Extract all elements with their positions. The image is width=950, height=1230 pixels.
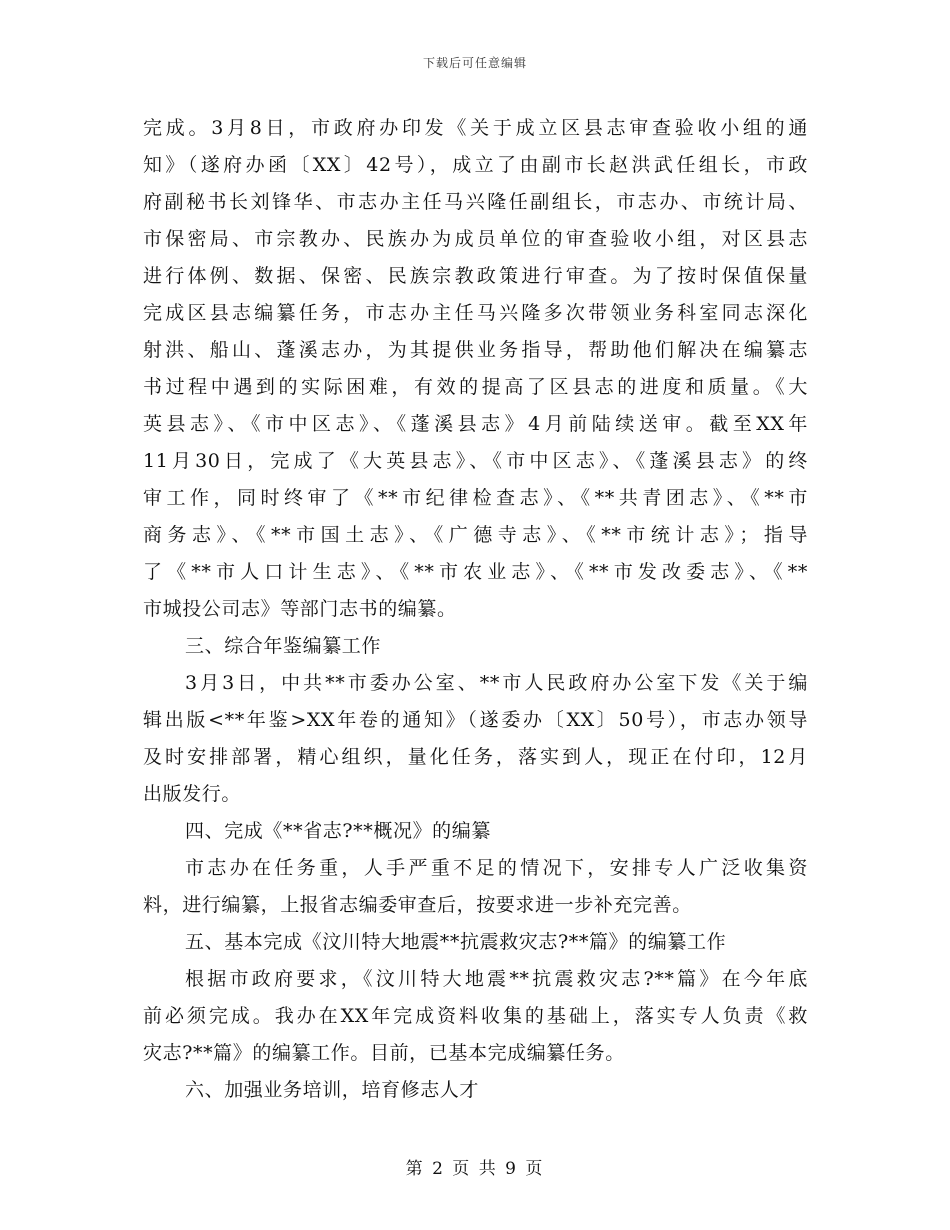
text-line: 府副秘书长刘锋华、市志办主任马兴隆任副组长，市志办、市统计局、 bbox=[143, 191, 808, 213]
text-line: 五、基本完成《汶川特大地震**抗震救灾志?**篇》的编纂工作 bbox=[185, 931, 727, 953]
text-line: 了《**市人口计生志》、《**市农业志》、《**市发改委志》、《** bbox=[143, 561, 808, 583]
text-line: 四、完成《**省志?**概况》的编纂 bbox=[185, 820, 491, 842]
text-line: 及时安排部署，精心组织，量化任务，落实到人，现正在付印，12月 bbox=[143, 746, 808, 768]
text-line: 射洪、船山、蓬溪志办，为其提供业务指导，帮助他们解决在编纂志 bbox=[143, 339, 808, 361]
text-line: 市城投公司志》等部门志书的编纂。 bbox=[143, 598, 457, 620]
text-line: 辑出版<**年鉴>XX年卷的通知》（遂委办〔XX〕50号），市志办领导 bbox=[143, 709, 808, 731]
text-line: 11月30日，完成了《大英县志》、《市中区志》、《蓬溪县志》的终 bbox=[143, 450, 808, 472]
document-body bbox=[143, 110, 808, 1109]
text-line: 料，进行编纂，上报省志编委审查后，按要求进一步补充完善。 bbox=[143, 894, 692, 916]
text-line: 三、综合年鉴编纂工作 bbox=[185, 635, 382, 657]
text-line: 灾志?**篇》的编纂工作。目前，已基本完成编纂任务。 bbox=[143, 1042, 625, 1064]
text-line: 完成。3月8日，市政府办印发《关于成立区县志审查验收小组的通 bbox=[143, 117, 808, 139]
text-line: 书过程中遇到的实际困难，有效的提高了区县志的进度和质量。《大 bbox=[143, 376, 808, 398]
text-line: 英县志》、《市中区志》、《蓬溪县志》4月前陆续送审。截至XX年 bbox=[143, 413, 808, 435]
page-header: 下载后可任意编辑 bbox=[422, 56, 527, 70]
text-line: 出版发行。 bbox=[143, 783, 242, 805]
text-line: 市保密局、市宗教办、民族办为成员单位的审查验收小组，对区县志 bbox=[143, 228, 808, 250]
text-line: 市志办在任务重，人手严重不足的情况下，安排专人广泛收集资 bbox=[185, 857, 808, 879]
text-line: 知》（遂府办函〔XX〕42号），成立了由副市长赵洪武任组长，市政 bbox=[143, 154, 808, 176]
text-line: 完成区县志编纂任务，市志办主任马兴隆多次带领业务科室同志深化 bbox=[143, 302, 808, 324]
text-line: 进行体例、数据、保密、民族宗教政策进行审查。为了按时保值保量 bbox=[143, 265, 808, 287]
text-line: 商务志》、《**市国土志》、《广德寺志》、《**市统计志》；指导 bbox=[143, 524, 808, 546]
text-line: 六、加强业务培训，培育修志人才 bbox=[185, 1079, 480, 1101]
text-line: 前必须完成。我办在XX年完成资料收集的基础上，落实专人负责《救 bbox=[143, 1005, 808, 1027]
text-line: 审工作，同时终审了《**市纪律检查志》、《**共青团志》、《**市 bbox=[143, 487, 808, 509]
page-footer: 第 2 页 共 9 页 bbox=[405, 1159, 545, 1179]
text-line: 根据市政府要求，《汶川特大地震**抗震救灾志?**篇》在今年底 bbox=[185, 968, 808, 990]
text-line: 3月3日，中共**市委办公室、**市人民政府办公室下发《关于编 bbox=[185, 672, 808, 694]
